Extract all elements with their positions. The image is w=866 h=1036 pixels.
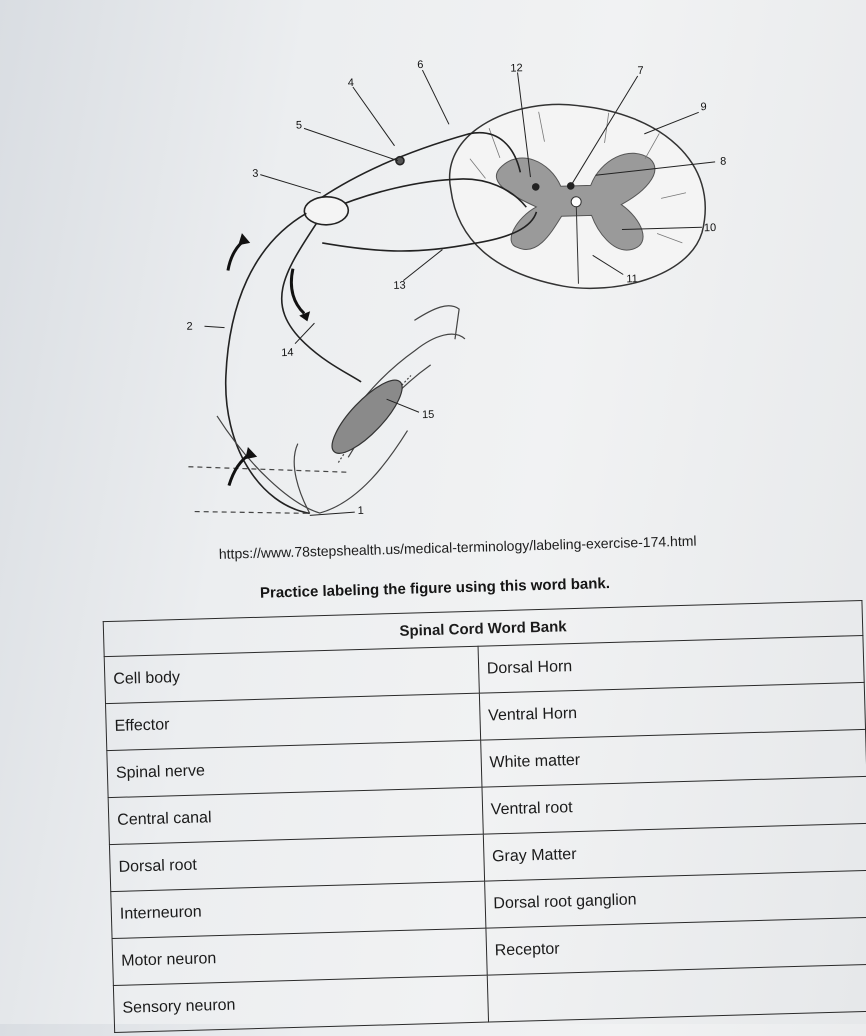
label-14: 14 bbox=[281, 346, 294, 360]
figure-number-labels bbox=[179, 51, 736, 522]
instruction-heading: Practice labeling the figure using this word bank. bbox=[259, 575, 611, 602]
word-bank-cell: Cell body bbox=[104, 646, 479, 703]
label-4: 4 bbox=[347, 76, 355, 90]
word-bank-cell: Ventral Horn bbox=[479, 682, 865, 740]
label-12: 12 bbox=[510, 62, 523, 75]
word-bank-cell: Spinal nerve bbox=[107, 740, 482, 797]
arrow-up-head-lower bbox=[245, 447, 257, 459]
word-bank-cell: Dorsal root ganglion bbox=[484, 870, 866, 928]
word-bank-title: Spinal Cord Word Bank bbox=[103, 600, 863, 656]
label-7: 7 bbox=[637, 64, 644, 78]
label-15: 15 bbox=[421, 408, 435, 422]
word-bank-cell: Interneuron bbox=[111, 881, 486, 938]
source-url: https://www.78stepshealth.us/medical-terminology/labeling-exercise-174.html bbox=[218, 532, 697, 562]
word-bank-cell: Gray Matter bbox=[483, 823, 866, 881]
word-bank-cell: Dorsal Horn bbox=[478, 635, 864, 693]
reflex-arc-figure bbox=[137, 30, 810, 538]
label-1: 1 bbox=[357, 504, 365, 518]
spinal-cord-cross-section bbox=[448, 100, 708, 292]
label-9: 9 bbox=[700, 101, 707, 114]
label-3: 3 bbox=[252, 167, 259, 180]
label-11: 11 bbox=[626, 273, 638, 286]
word-bank-cell: Effector bbox=[106, 693, 481, 750]
label-2: 2 bbox=[186, 320, 193, 333]
word-bank-table bbox=[103, 600, 866, 1033]
word-bank-cell: Motor neuron bbox=[112, 928, 487, 985]
label-10: 10 bbox=[703, 221, 717, 235]
arrow-up-head bbox=[238, 233, 250, 245]
label-13: 13 bbox=[393, 279, 406, 292]
word-bank-cell bbox=[487, 964, 866, 1022]
label-6: 6 bbox=[417, 59, 424, 72]
word-bank-cell: White matter bbox=[480, 729, 866, 787]
word-bank-cell: Sensory neuron bbox=[113, 975, 488, 1032]
word-bank-cell: Receptor bbox=[486, 917, 866, 975]
word-bank-cell: Dorsal root bbox=[109, 834, 484, 891]
word-bank-cell: Ventral root bbox=[482, 776, 866, 834]
word-bank-cell: Central canal bbox=[108, 787, 483, 844]
label-5: 5 bbox=[295, 119, 303, 132]
label-8: 8 bbox=[719, 155, 727, 168]
